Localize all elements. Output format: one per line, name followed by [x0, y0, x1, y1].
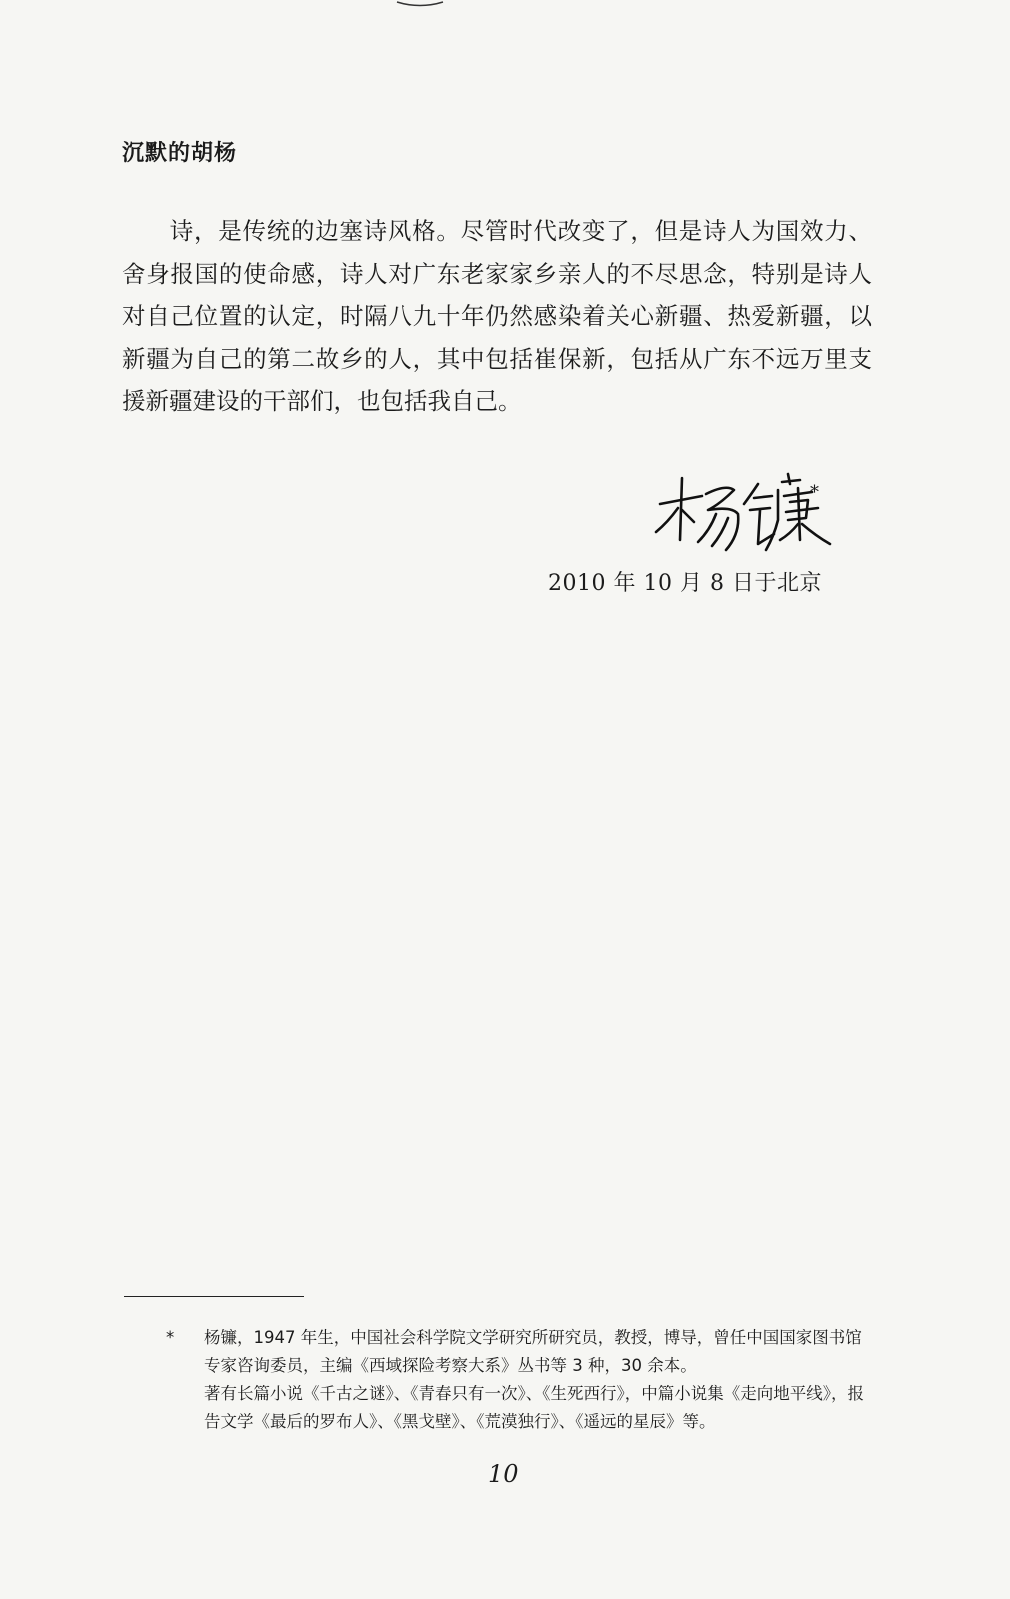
footnote-line-2: 著有长篇小说《千古之谜》、《青春只有一次》、《生死西行》，中篇小说集《走向地平线》，报告文学《最后的罗布人》、《黑戈壁》、《荒漠独行》、《遥远的星辰》等。 — [204, 1384, 864, 1431]
footnote-marker: * — [166, 1328, 175, 1347]
date-line: 2010 年 10 月 8 日于北京 — [548, 571, 822, 596]
footnote — [166, 1324, 876, 1436]
footnote-divider — [124, 1296, 304, 1297]
body-paragraph — [122, 210, 872, 423]
scan-edge-mark — [395, 0, 445, 8]
running-head: 沉默的胡杨 — [122, 140, 238, 166]
footnote-line-1: 杨镰，1947 年生，中国社会科学院文学研究所研究员，教授，博导，曾任中国国家图书馆专家咨询委员，主编《西域探险考察大系》丛书等 3 种，30 余本。 — [204, 1328, 862, 1375]
page-number: 10 — [488, 1460, 519, 1488]
signature-footnote-marker: * — [810, 482, 819, 503]
body-paragraph-text: 诗，是传统的边塞诗风格。尽管时代改变了，但是诗人为国效力、舍身报国的使命感，诗人对广东老家家乡亲人的不尽思念，特别是诗人对自己位置的认定，时隔八九十年仍然感染着关心新疆、热爱新疆，以新疆为自己的第二故乡的人，其中包括崔保新，包括从广东不远万里支援新疆建设的干部们，也包括我自己。 — [122, 217, 872, 415]
footnote-body — [204, 1324, 876, 1436]
